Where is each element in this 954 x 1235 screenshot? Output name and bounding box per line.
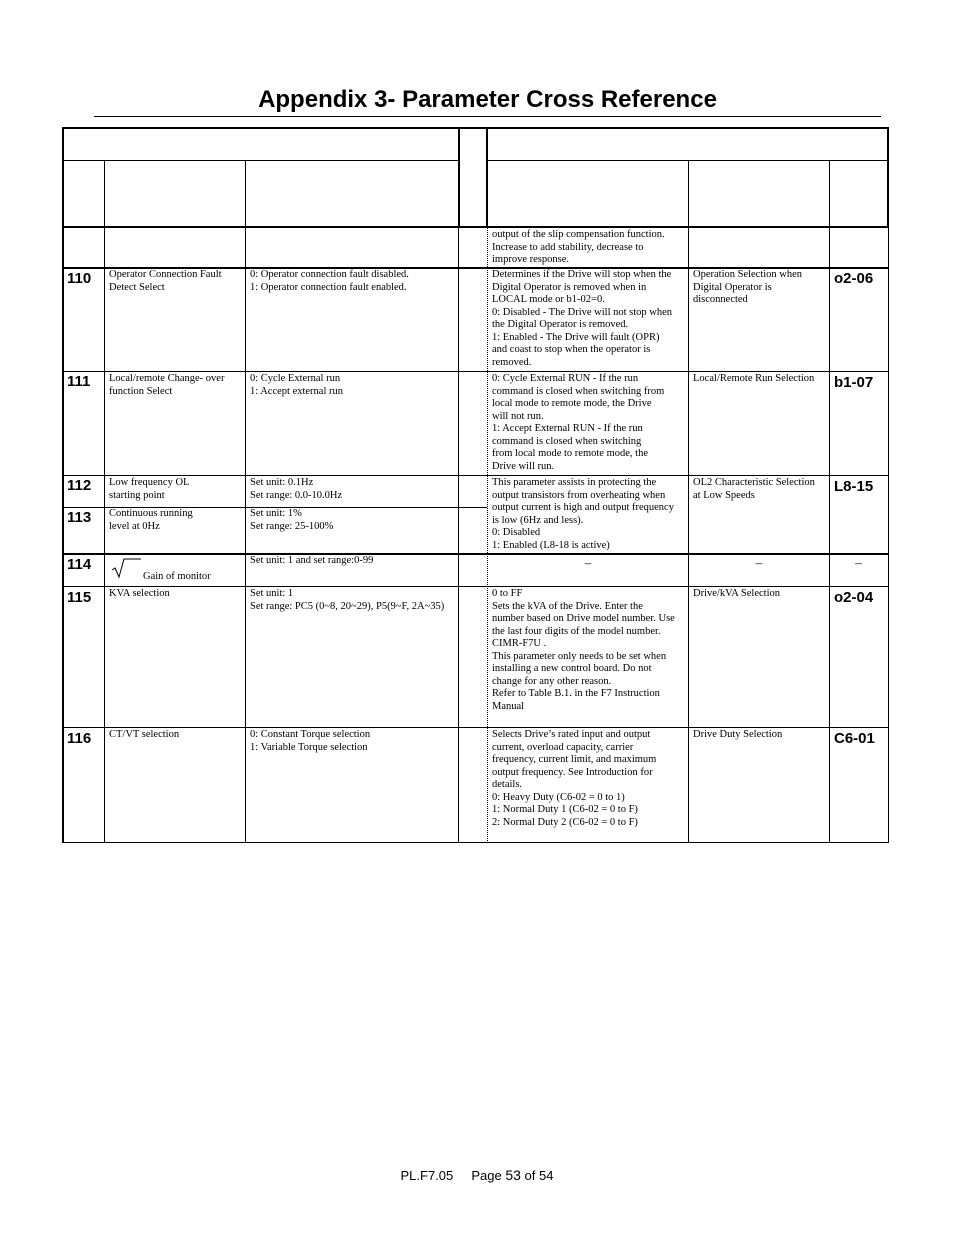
- col-divider-2: [245, 160, 246, 843]
- square-root-icon: [111, 557, 143, 579]
- header-bottom-border: [62, 226, 889, 228]
- col-divider-1: [104, 160, 105, 843]
- param-name: CT/VT selection: [109, 729, 180, 740]
- param-setting: Set unit: 1 Set range: PC5 (0~8, 20~29), P5(9~F, 2A~35): [250, 588, 445, 612]
- body-gap-right-dotted: [487, 228, 488, 843]
- f7-param-code: o2-06: [834, 270, 874, 287]
- row-sep-116: [62, 727, 889, 728]
- param-number: 114: [67, 556, 92, 573]
- row-sep-114: [62, 553, 889, 555]
- f7-param-name: Drive Duty Selection: [693, 729, 783, 740]
- f7-param-name: Local/Remote Run Selection: [693, 373, 815, 384]
- param-name: Continuous running level at 0Hz: [109, 508, 193, 532]
- page-total: of 54: [524, 1168, 554, 1183]
- param-description: –: [584, 555, 592, 570]
- param-name: KVA selection: [109, 588, 170, 599]
- table-bottom-border: [62, 842, 889, 843]
- param-setting: 0: Operator connection fault disabled. 1: Operator connection fault enabled.: [250, 269, 409, 293]
- param-name: Low frequency OL starting point: [109, 477, 190, 501]
- param-number: 113: [67, 509, 92, 526]
- page-title: Appendix 3- Parameter Cross Reference: [258, 86, 717, 113]
- f7-param-code: C6-01: [834, 730, 875, 747]
- param-description: Selects Drive’s rated input and output current, overload capacity, carrier frequency, current limit, and maximum output frequency. See Introduction for details. 0: Heavy Duty (C6-02 = 0 to 1) 1: Normal Duty 1 (C6-02 = 0 to F) 2: Normal Duty 2 (C6-02 = 0 to F): [492, 729, 657, 828]
- param-name: Local/remote Change- over function Select: [109, 373, 225, 397]
- body-gap-left: [458, 228, 459, 843]
- table-left-border: [62, 127, 64, 843]
- f7-param-name: Operation Selection when Digital Operator is disconnected: [693, 269, 803, 305]
- f7-param-name: OL2 Characteristic Selection at Low Speeds: [693, 477, 815, 501]
- row-sep-115: [62, 586, 889, 587]
- title-underline: [94, 116, 881, 117]
- col-divider-5: [688, 160, 689, 843]
- f7-param-code: b1-07: [834, 374, 874, 391]
- f7-param-name: –: [755, 555, 763, 570]
- document-id: PL.F7.05: [400, 1168, 454, 1183]
- col-divider-6: [829, 160, 830, 843]
- param-description: This parameter assists in protecting the output transistors from overheating when output current is high and output frequency is low (6Hz and less). 0: Disabled 1: Enabled (L8-18 is active): [492, 477, 674, 551]
- f7-param-code: o2-04: [834, 589, 874, 606]
- param-setting: Set unit: 1% Set range: 25-100%: [250, 508, 334, 532]
- table-right-border: [888, 228, 889, 843]
- f7-param-code: –: [855, 555, 862, 570]
- param-name: Operator Connection Fault Detect Select: [109, 269, 222, 293]
- param-number: 111: [67, 373, 91, 390]
- param-number: 116: [67, 730, 92, 747]
- row-sep-111: [62, 371, 889, 372]
- param-setting: Set unit: 0.1Hz Set range: 0.0-10.0Hz: [250, 477, 343, 501]
- param-number: 110: [67, 270, 92, 287]
- param-description: 0 to FF Sets the kVA of the Drive. Enter the number based on Drive model number. Use the last four digits of the model number. CIMR-F7U . This parameter only needs to be set when installing a new control board. Do not change for any other reason. Refer to Table B.1. in the F7 Instruction Manual: [492, 588, 675, 712]
- continued-description: output of the slip compensation function. Increase to add stability, decrease to improve response.: [492, 229, 665, 265]
- f7-param-code: L8-15: [834, 478, 874, 495]
- f7-param-name: Drive/kVA Selection: [693, 588, 781, 599]
- header-gap-left: [458, 127, 460, 228]
- param-name: Gain of monitor: [143, 571, 211, 582]
- param-setting: Set unit: 1 and set range:0-99: [250, 555, 374, 566]
- param-setting: 0: Cycle External run 1: Accept external run: [250, 373, 344, 397]
- param-description: 0: Cycle External RUN - If the run command is closed when switching from local mode to remote mode, the Drive will not run. 1: Accept External RUN - If the run command is closed when switching from local mode to remote mode, the Drive will run.: [492, 373, 665, 472]
- param-number: 115: [67, 589, 92, 606]
- table-top-border: [62, 127, 889, 129]
- page-number: 53: [505, 1167, 521, 1183]
- param-description: Determines if the Drive will stop when the Digital Operator is removed when in LOCAL mode or b1-02=0. 0: Disabled - The Drive will not stop when the Digital Operator is removed. 1: Enabled - The Drive will fault (OPR) and coast to stop when the operator is removed.: [492, 269, 673, 368]
- param-number: 112: [67, 477, 92, 494]
- header-gap-right: [486, 127, 488, 228]
- header-right-border: [887, 127, 889, 228]
- row-sep-112: [62, 475, 889, 476]
- param-setting: 0: Constant Torque selection 1: Variable Torque selection: [250, 729, 371, 753]
- page-footer: [0, 1167, 954, 1184]
- page-label: Page: [471, 1168, 502, 1183]
- header-left-divider: [62, 160, 459, 161]
